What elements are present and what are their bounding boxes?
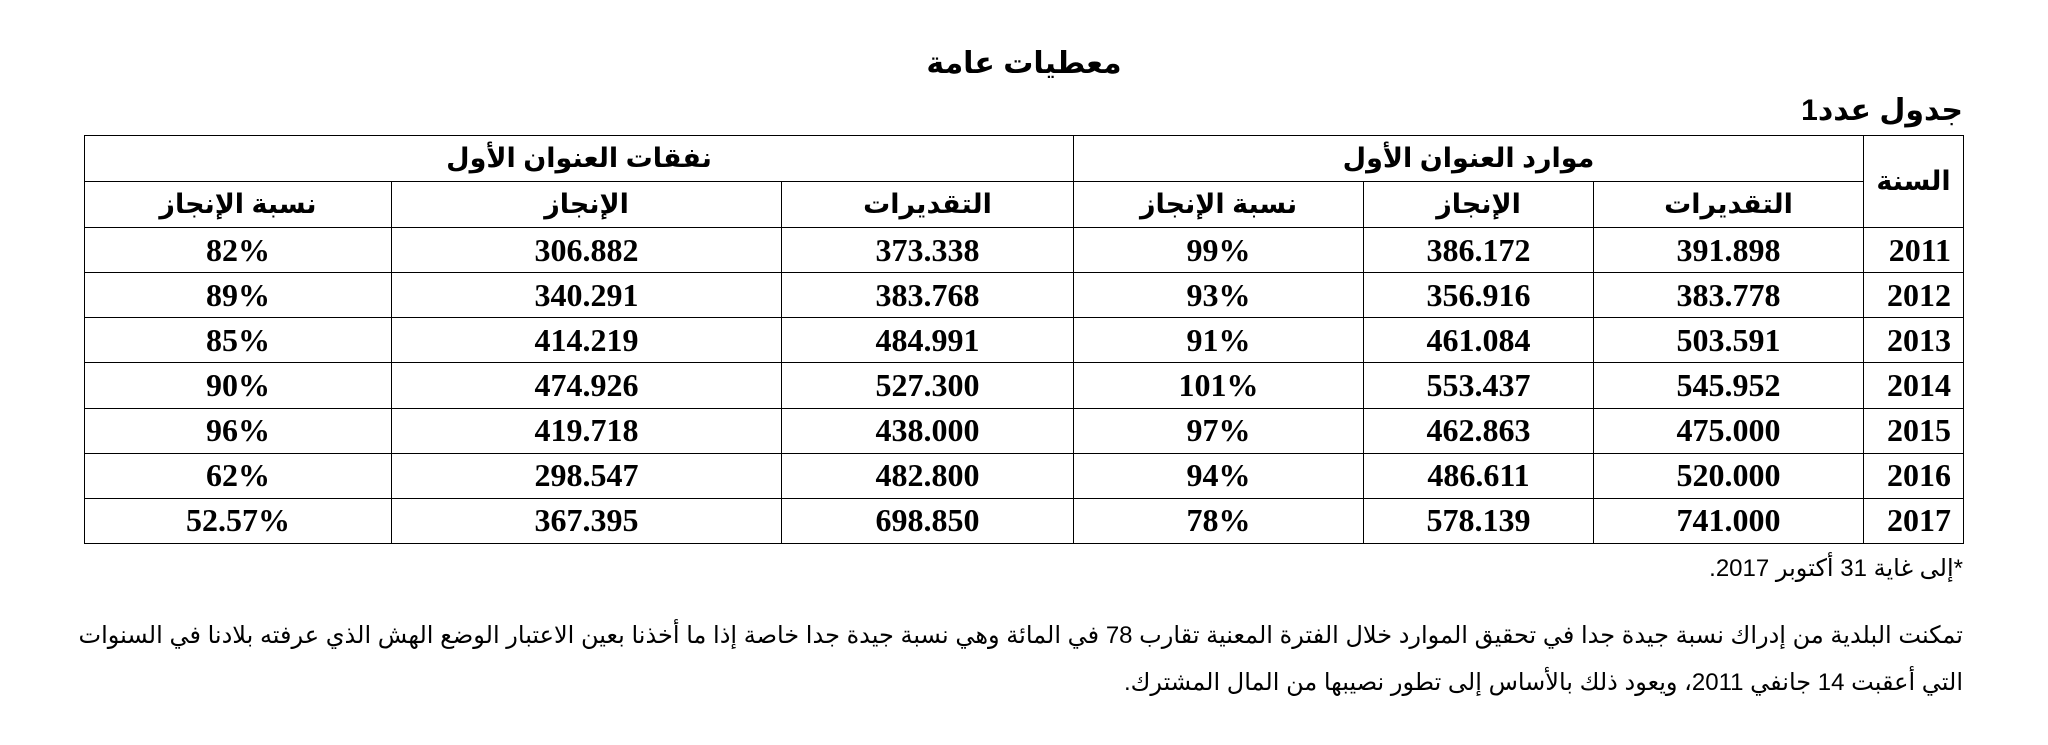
resources-achievement-cell: 461.084 bbox=[1364, 318, 1594, 363]
expenses-rate-cell: 85% bbox=[85, 318, 392, 363]
resources-estimates-cell: 545.952 bbox=[1594, 363, 1864, 408]
resources-rate-cell: 78% bbox=[1074, 498, 1364, 543]
year-cell: 2013 bbox=[1864, 318, 1964, 363]
resources-header: موارد العنوان الأول bbox=[1074, 136, 1864, 182]
table-row bbox=[85, 273, 1964, 318]
resources-achievement-header: الإنجاز bbox=[1364, 182, 1594, 228]
expenses-rate-cell: 89% bbox=[85, 273, 392, 318]
year-cell: 2015 bbox=[1864, 408, 1964, 453]
resources-estimates-cell: 503.591 bbox=[1594, 318, 1864, 363]
resources-estimates-cell: 383.778 bbox=[1594, 273, 1864, 318]
expenses-estimates-cell: 484.991 bbox=[782, 318, 1074, 363]
resources-rate-cell: 94% bbox=[1074, 453, 1364, 498]
resources-achievement-cell: 462.863 bbox=[1364, 408, 1594, 453]
expenses-estimates-cell: 383.768 bbox=[782, 273, 1074, 318]
year-header: السنة bbox=[1864, 136, 1964, 228]
resources-estimates-cell: 520.000 bbox=[1594, 453, 1864, 498]
expenses-estimates-cell: 698.850 bbox=[782, 498, 1074, 543]
resources-estimates-cell: 391.898 bbox=[1594, 228, 1864, 273]
year-cell: 2017 bbox=[1864, 498, 1964, 543]
expenses-rate-cell: 62% bbox=[85, 453, 392, 498]
expenses-achievement-cell: 367.395 bbox=[392, 498, 782, 543]
expenses-achievement-cell: 414.219 bbox=[392, 318, 782, 363]
expenses-achievement-cell: 474.926 bbox=[392, 363, 782, 408]
year-cell: 2011 bbox=[1864, 228, 1964, 273]
expenses-rate-cell: 52.57% bbox=[85, 498, 392, 543]
expenses-achievement-header: الإنجاز bbox=[392, 182, 782, 228]
footnote: *إلى غاية 31 أكتوبر 2017. bbox=[1709, 555, 1963, 582]
expenses-estimates-header: التقديرات bbox=[782, 182, 1074, 228]
expenses-rate-header: نسبة الإنجاز bbox=[85, 182, 392, 228]
resources-achievement-cell: 578.139 bbox=[1364, 498, 1594, 543]
resources-achievement-cell: 386.172 bbox=[1364, 228, 1594, 273]
table-row bbox=[85, 453, 1964, 498]
table-row bbox=[85, 318, 1964, 363]
table-row bbox=[85, 498, 1964, 543]
expenses-achievement-cell: 419.718 bbox=[392, 408, 782, 453]
page-title: معطيات عامة bbox=[926, 47, 1122, 80]
expenses-estimates-cell: 438.000 bbox=[782, 408, 1074, 453]
resources-estimates-cell: 741.000 bbox=[1594, 498, 1864, 543]
table-row bbox=[85, 228, 1964, 273]
table-row bbox=[85, 363, 1964, 408]
resources-rate-header: نسبة الإنجاز bbox=[1074, 182, 1364, 228]
resources-estimates-cell: 475.000 bbox=[1594, 408, 1864, 453]
data-table bbox=[84, 135, 1964, 544]
expenses-achievement-cell: 306.882 bbox=[392, 228, 782, 273]
resources-rate-cell: 99% bbox=[1074, 228, 1364, 273]
expenses-achievement-cell: 340.291 bbox=[392, 273, 782, 318]
table-row bbox=[85, 408, 1964, 453]
year-cell: 2014 bbox=[1864, 363, 1964, 408]
year-cell: 2012 bbox=[1864, 273, 1964, 318]
expenses-rate-cell: 82% bbox=[85, 228, 392, 273]
expenses-rate-cell: 96% bbox=[85, 408, 392, 453]
expenses-estimates-cell: 373.338 bbox=[782, 228, 1074, 273]
resources-achievement-cell: 553.437 bbox=[1364, 363, 1594, 408]
resources-rate-cell: 91% bbox=[1074, 318, 1364, 363]
resources-achievement-cell: 356.916 bbox=[1364, 273, 1594, 318]
resources-rate-cell: 93% bbox=[1074, 273, 1364, 318]
year-cell: 2016 bbox=[1864, 453, 1964, 498]
expenses-achievement-cell: 298.547 bbox=[392, 453, 782, 498]
expenses-rate-cell: 90% bbox=[85, 363, 392, 408]
resources-rate-cell: 101% bbox=[1074, 363, 1364, 408]
resources-achievement-cell: 486.611 bbox=[1364, 453, 1594, 498]
resources-estimates-header: التقديرات bbox=[1594, 182, 1864, 228]
expenses-estimates-cell: 482.800 bbox=[782, 453, 1074, 498]
body-paragraph: تمكنت البلدية من إدراك نسبة جيدة جدا في تحقيق الموارد خلال الفترة المعنية تقارب 78 في المائة وهي نسبة جيدة جدا خاصة إذا ما أخذنا بعين الاعتبار الوضع الهش الذي عرفته بلادنا في السنوات التي أعقبت 14 جانفي 2011، ويعود ذلك بالأساس إلى تطور نصيبها من المال المشترك. bbox=[78, 622, 1963, 696]
resources-rate-cell: 97% bbox=[1074, 408, 1364, 453]
expenses-estimates-cell: 527.300 bbox=[782, 363, 1074, 408]
expenses-header: نفقات العنوان الأول bbox=[85, 136, 1074, 182]
table-label: جدول عدد1 bbox=[1801, 94, 1963, 127]
